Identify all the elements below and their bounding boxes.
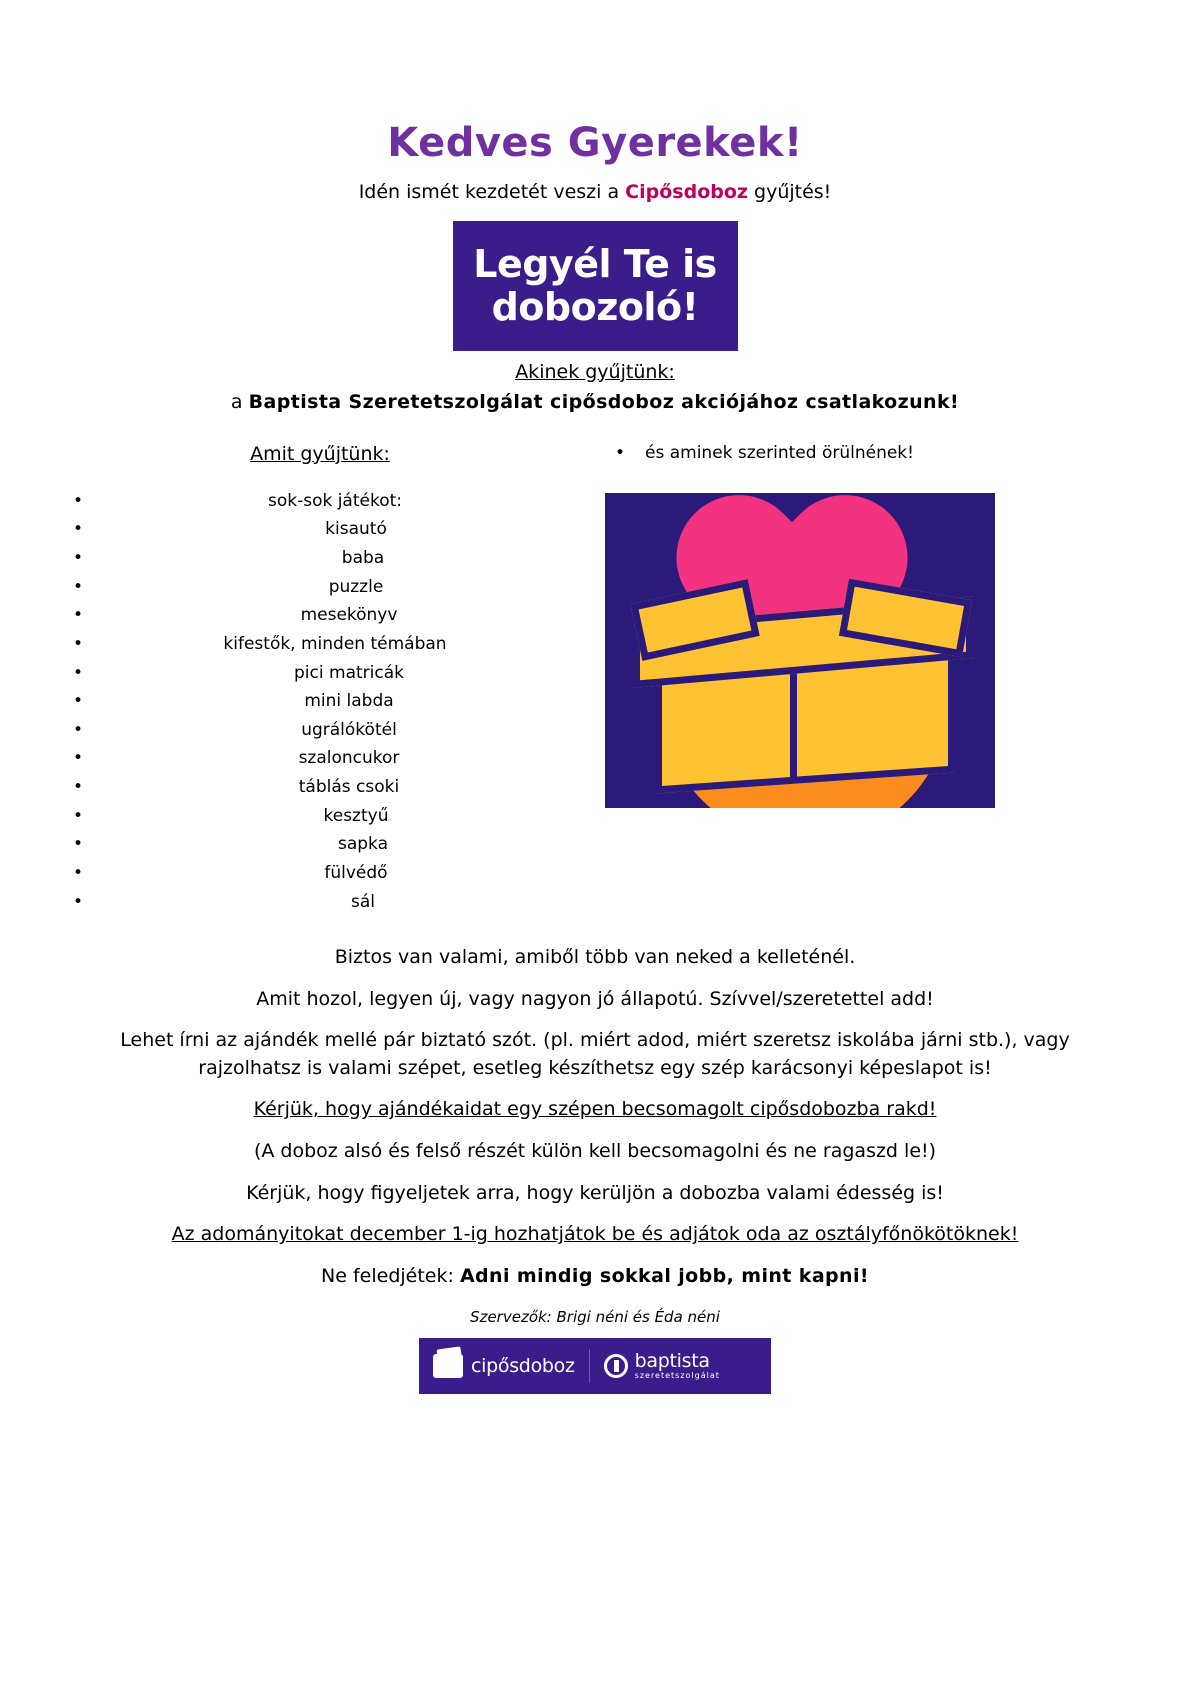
collect-column [73, 442, 575, 919]
footer-logos [95, 1338, 1095, 1394]
list-item [73, 746, 575, 771]
banner-line-1: Legyél Te is [473, 242, 717, 287]
shoebox-icon [433, 1354, 463, 1378]
organizers-credit: Szervezők: Brigi néni és Éda néni [470, 1308, 720, 1327]
body-text-block [95, 944, 1095, 1326]
closing-line [95, 1263, 1095, 1291]
gift-box-illustration [605, 493, 995, 808]
intro-highlight: Cipősdoboz [625, 181, 748, 203]
logo-bar [419, 1338, 771, 1394]
intro-prefix: Idén ismét kezdetét veszi a [358, 181, 626, 203]
collect-list [73, 489, 575, 915]
list-item-label: fülvédő [324, 863, 388, 884]
list-item-label: pici matricák [294, 662, 404, 683]
bullet-icon: • [73, 834, 84, 855]
intro-line [95, 180, 1095, 205]
baptist-logo [604, 1352, 720, 1380]
list-item [73, 575, 575, 600]
shoebox-logo-label: cipősdoboz [471, 1355, 575, 1378]
collect-heading: Amit gyűjtünk: [250, 442, 390, 465]
list-item [73, 603, 575, 628]
intro-suffix: gyűjtés! [747, 181, 832, 203]
list-item-label: mesekönyv [300, 605, 398, 626]
list-item [73, 861, 575, 886]
list-item-label: kisautó [325, 519, 387, 540]
list-item-label: sál [351, 891, 375, 912]
list-item-label: kifestők, minden témában [223, 633, 447, 654]
paragraph: Kérjük, hogy ajándékaidat egy szépen becsomagolt cipősdobozba rakd! [253, 1098, 937, 1121]
list-item [73, 804, 575, 829]
closing-bold: Adni mindig sokkal jobb, mint kapni! [459, 1264, 869, 1287]
list-item-label: sapka [337, 834, 389, 855]
list-item [73, 517, 575, 542]
closing-prefix: Ne feledjétek: [321, 1264, 460, 1287]
bullet-icon: • [73, 863, 84, 884]
middle-section [73, 442, 1095, 919]
paragraph: Kérjük, hogy figyeljetek arra, hogy kerüljön a dobozba valami édesség is! [246, 1181, 944, 1204]
for-whom-heading: Akinek gyűjtünk: [515, 360, 675, 383]
list-item-label: ugrálókötél [301, 719, 397, 740]
list-item [73, 632, 575, 657]
list-item [73, 890, 575, 915]
list-item [73, 718, 575, 743]
list-item-label: táblás csoki [298, 777, 400, 798]
bullet-icon: • [73, 662, 84, 683]
campaign-banner [453, 221, 738, 351]
bullet-icon: • [73, 519, 84, 540]
list-item [73, 489, 575, 514]
bullet-icon: • [73, 490, 84, 511]
bullet-icon: • [73, 691, 84, 712]
logo-divider [589, 1349, 590, 1383]
banner-wrapper [95, 221, 1095, 351]
bullet-icon: • [73, 719, 84, 740]
bullet-icon: • [73, 547, 84, 568]
paragraph: Biztos van valami, amiből több van neked a kelleténél. [334, 946, 856, 969]
extra-wish-line [585, 443, 1095, 463]
list-item-label: mini labda [304, 691, 394, 712]
org-prefix: a [230, 390, 249, 413]
baptist-logo-sub: szeretetszolgálat [634, 1370, 720, 1380]
shoebox-logo [433, 1354, 575, 1378]
banner-line-2: dobozoló! [491, 284, 699, 329]
bullet-icon: • [73, 748, 84, 769]
list-item-label: szaloncukor [298, 748, 400, 769]
baptist-emblem-icon [604, 1354, 628, 1378]
list-item-label: sok-sok játékot: [267, 490, 403, 511]
bullet-icon: • [615, 442, 626, 463]
list-item [73, 546, 575, 571]
baptist-logo-name: baptista [634, 1350, 710, 1373]
illustration-column [575, 443, 1095, 808]
baptist-logo-texts [635, 1352, 720, 1380]
list-item-label: baba [341, 547, 385, 568]
list-item [73, 661, 575, 686]
list-item [73, 775, 575, 800]
bullet-icon: • [73, 633, 84, 654]
org-name: Baptista Szeretetszolgálat cipősdoboz akciójához csatlakozunk! [248, 390, 960, 413]
page-title: Kedves Gyerekek! [387, 120, 803, 166]
list-item-label: puzzle [328, 576, 384, 597]
paragraph: Amit hozol, legyen új, vagy nagyon jó állapotú. Szívvel/szeretettel add! [256, 987, 934, 1010]
extra-wish-label: és aminek szerinted örülnének! [645, 442, 914, 463]
bullet-icon: • [73, 777, 84, 798]
bullet-icon: • [73, 605, 84, 626]
bullet-icon: • [73, 805, 84, 826]
list-item-label: kesztyű [323, 805, 389, 826]
bullet-icon: • [73, 891, 84, 912]
list-item [73, 832, 575, 857]
bullet-icon: • [73, 576, 84, 597]
paragraph: Lehet írni az ajándék mellé pár biztató szót. (pl. miért adod, miért szeretsz iskolába járni stb.), vagy rajzolhatsz is valami szépet, esetleg készíthetsz egy szép karácsonyi képeslapot is! [120, 1029, 1070, 1079]
list-item [73, 689, 575, 714]
paragraph: Az adományitokat december 1-ig hozhatjátok be és adjátok oda az osztályfőnökötöknek! [171, 1223, 1019, 1246]
organization-line [95, 391, 1095, 413]
paragraph: (A doboz alsó és felső részét külön kell becsomagolni és ne ragaszd le!) [253, 1140, 937, 1163]
